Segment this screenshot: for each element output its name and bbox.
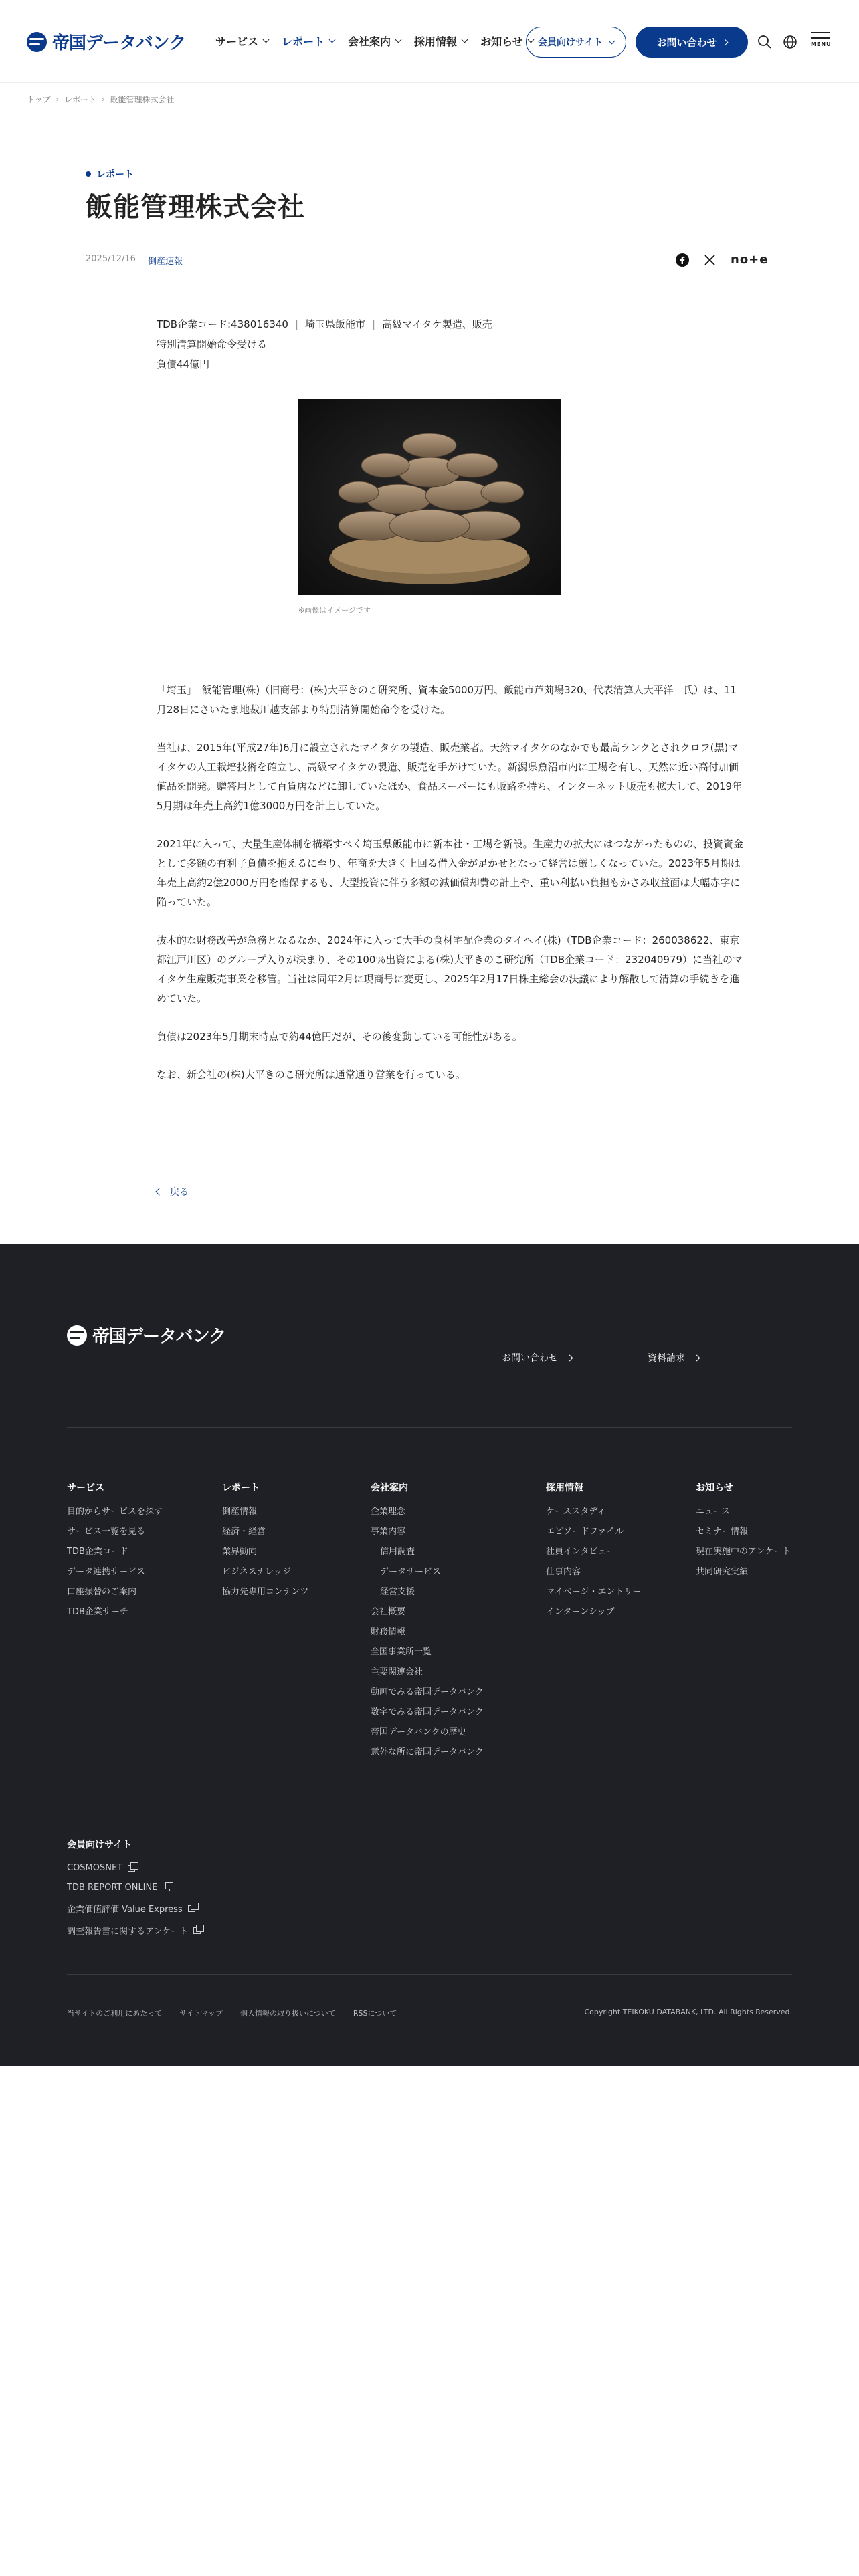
site-footer xyxy=(0,1244,859,2066)
copyright: Copyright TEIKOKU DATABANK, LTD. All Rights Reserved. xyxy=(584,2008,792,2016)
menu-line xyxy=(811,32,830,33)
breadcrumb-separator: › xyxy=(102,95,105,104)
article-category xyxy=(86,167,134,181)
nav-label: レポート xyxy=(282,35,325,48)
member-site-label: 企業価値評価 Value Express xyxy=(67,1905,183,1915)
x-icon[interactable] xyxy=(704,254,716,266)
footer-col-title: 会社案内 xyxy=(371,1483,408,1493)
footer-col-title: サービス xyxy=(67,1483,104,1493)
footer-link[interactable]: 帝国データバンクの歴史 xyxy=(371,1727,466,1737)
note-icon[interactable]: no+e xyxy=(731,253,769,267)
category-dot-icon xyxy=(86,171,91,177)
logo-mark-icon xyxy=(27,32,47,52)
footer-link[interactable]: 全国事業所一覧 xyxy=(371,1647,432,1657)
chevron-down-icon xyxy=(462,37,468,43)
footer-contact-label: お問い合わせ xyxy=(502,1353,558,1364)
footer-link[interactable]: 財務情報 xyxy=(371,1627,406,1637)
category-label: レポート xyxy=(96,169,134,180)
article-paragraph: 抜本的な財務改善が急務となるなか、2024年に入って大手の食材宅配企業のタイヘイ(株)（TDB企業コード：260038622、東京都江戸川区）のグループ入りが決まり、その100％出資による(株)大平きのこ研究所（TDB企業コード：232040979）に当社のマイタケ生産販売事業を移管。当社は同年2月に現商号に変更し、2025年2月17日株主総会の決議により解散して清算の手続きを進めていた。 xyxy=(157,934,743,1004)
footer-link[interactable]: TDB企業サーチ xyxy=(67,1607,128,1617)
search-icon[interactable] xyxy=(757,35,772,49)
footer-link[interactable]: 意外な所に帝国データバンク xyxy=(371,1747,484,1757)
arrow-right-icon xyxy=(694,1354,700,1361)
logo-mark-icon xyxy=(67,1325,87,1346)
main-nav xyxy=(215,33,533,49)
footer-bottom-link[interactable]: 当サイトのご利用にあたって xyxy=(67,2009,163,2018)
footer-link[interactable]: 仕事内容 xyxy=(546,1567,581,1577)
footer-link[interactable]: 協力先専用コンテンツ xyxy=(222,1587,309,1597)
member-site-label: 会員向けサイト xyxy=(537,37,603,48)
maitake-mushroom-image xyxy=(298,399,561,595)
summary-line-3: 負債44億円 xyxy=(157,358,210,370)
external-link-icon xyxy=(128,1865,135,1872)
footer-col-title: お知らせ xyxy=(696,1483,733,1493)
footer-bottom-link[interactable]: サイトマップ xyxy=(179,2009,223,2018)
article-body xyxy=(157,681,745,1103)
contact-button[interactable] xyxy=(636,27,748,58)
article-tag[interactable]: 倒産速報 xyxy=(147,257,183,267)
footer-link[interactable]: 動画でみる帝国データバンク xyxy=(371,1687,484,1697)
site-logo[interactable] xyxy=(27,29,185,54)
member-site-button[interactable] xyxy=(526,27,626,58)
back-link[interactable] xyxy=(157,1185,189,1198)
footer-col-services xyxy=(67,1481,163,1626)
nav-recruit[interactable] xyxy=(414,33,467,49)
nav-reports[interactable] xyxy=(282,33,335,49)
footer-col-company xyxy=(371,1481,484,1767)
chevron-down-icon xyxy=(609,37,615,44)
member-site-link[interactable] xyxy=(67,1883,201,1893)
footer-link[interactable]: セミナー情報 xyxy=(696,1527,749,1537)
external-link-icon xyxy=(163,1885,170,1891)
summary-location: 埼玉県飯能市 xyxy=(305,318,366,330)
footer-link[interactable]: 主要関連会社 xyxy=(371,1667,423,1677)
footer-link[interactable]: 共同研究実績 xyxy=(696,1567,749,1577)
summary-company-code: TDB企業コード:438016340 xyxy=(157,318,288,330)
member-site-label: 調査報告書に関するアンケート xyxy=(67,1927,189,1937)
footer-divider xyxy=(67,1427,792,1428)
arrow-right-icon xyxy=(567,1354,573,1361)
footer-link[interactable]: ニュース xyxy=(696,1507,731,1517)
menu-line xyxy=(811,37,830,39)
footer-link[interactable]: 社員インタビュー xyxy=(546,1547,615,1557)
breadcrumb-top[interactable]: トップ xyxy=(27,95,51,104)
footer-link[interactable]: サービス一覧を見る xyxy=(67,1527,146,1537)
article-meta xyxy=(86,254,183,267)
nav-services[interactable] xyxy=(215,33,268,49)
footer-member-sites xyxy=(67,1838,201,1946)
summary-separator: | xyxy=(372,318,376,330)
article-paragraph: なお、新会社の(株)大平きのこ研究所は通常通り営業を行っている。 xyxy=(157,1069,466,1081)
hamburger-icon[interactable] xyxy=(811,32,831,55)
back-label: 戻る xyxy=(170,1187,189,1198)
article-paragraph: 負債は2023年5月期末時点で約44億円だが、その後変動している可能性がある。 xyxy=(157,1031,522,1043)
arrow-left-icon xyxy=(155,1188,163,1195)
footer-sublink[interactable]: 信用調査 xyxy=(380,1547,415,1557)
footer-bottom-link[interactable]: RSSについて xyxy=(353,2009,397,2018)
footer-col-news xyxy=(696,1481,791,1586)
footer-link[interactable]: TDB企業コード xyxy=(67,1547,128,1557)
chevron-down-icon xyxy=(395,37,402,43)
image-caption: ※画像はイメージです xyxy=(298,606,371,615)
summary-separator: | xyxy=(294,318,299,330)
footer-col-recruit xyxy=(546,1481,641,1626)
footer-sublink[interactable]: 経営支援 xyxy=(380,1587,415,1597)
member-site-label: TDB REPORT ONLINE xyxy=(67,1883,158,1893)
footer-link[interactable]: 倒産情報 xyxy=(222,1507,258,1517)
footer-link[interactable]: 目的からサービスを探す xyxy=(67,1507,163,1517)
footer-bottom-links xyxy=(67,2008,397,2018)
footer-link[interactable]: 現在実施中のアンケート xyxy=(696,1547,791,1557)
member-site-link[interactable] xyxy=(67,1924,201,1937)
external-link-icon xyxy=(188,1905,195,1912)
footer-divider xyxy=(67,1974,792,1975)
footer-link[interactable]: ビジネスナレッジ xyxy=(222,1567,291,1577)
summary-line-2: 特別清算開始命令受ける xyxy=(157,338,268,350)
article-date: 2025/12/16 xyxy=(86,254,136,264)
member-site-label: COSMOSNET xyxy=(67,1863,123,1873)
contact-label: お問い合わせ xyxy=(656,36,717,49)
breadcrumb-current: 飯能管理株式会社 xyxy=(110,95,175,104)
article-paragraph: 当社は、2015年(平成27年)6月に設立されたマイタケの製造、販売業者。天然マイタケのなかでも最高ランクとされクロフ(黒)マイタケの人工栽培技術を確立し、高級マイタケの製造、販売を手がけていた。新潟県魚沼市内に工場を有し、天然に近い高付加価値品を開発。贈答用として百貨店などに卸していたほか、食品スーパーにも販路を持ち、インターネット販売も拡大して、2019年5月期は年売上高約1億3000万円を計上していた。 xyxy=(157,742,743,812)
nav-news[interactable] xyxy=(480,33,533,49)
site-header xyxy=(0,0,859,83)
article-paragraph: 2021年に入って、大量生産体制を構築すべく埼玉県飯能市に新本社・工場を新設。生産力の拡大にはつながったものの、投資資金として多額の有利子負債を抱えるに至り、年商を大きく上回る借入金が足かせとなって経営は厳しくなっていた。2023年5月期は年売上高約2億2000万円を確保するも、大型投資に伴う多額の減価償却費の計上や、重い利払い負担もかさみ収益面は大幅赤字に陥っていた。 xyxy=(157,838,743,908)
footer-col-title: レポート xyxy=(222,1483,260,1493)
member-site-link[interactable] xyxy=(67,1863,201,1873)
nav-label: 採用情報 xyxy=(414,35,458,48)
menu-label: MENU xyxy=(811,41,832,47)
footer-docs-link[interactable] xyxy=(648,1351,699,1364)
footer-sublink[interactable]: データサービス xyxy=(380,1567,442,1577)
nav-label: 会社案内 xyxy=(348,35,391,48)
footer-col-reports xyxy=(222,1481,308,1606)
logo-text: 帝国データバンク xyxy=(52,33,186,53)
footer-link[interactable]: 業界動向 xyxy=(222,1547,258,1557)
nav-label: お知らせ xyxy=(480,35,523,48)
nav-label: サービス xyxy=(215,35,259,48)
article-image xyxy=(298,399,561,595)
footer-bottom-link[interactable]: 個人情報の取り扱いについて xyxy=(240,2009,336,2018)
footer-link[interactable]: 事業内容 xyxy=(371,1527,406,1537)
nav-company[interactable] xyxy=(348,33,401,49)
member-site-link[interactable] xyxy=(67,1902,201,1915)
article-paragraph: 「埼玉」 飯能管理(株)（旧商号：(株)大平きのこ研究所、資本金5000万円、飯能市芦苅場320、代表清算人大平洋一氏）は、11月28日にさいたま地裁川越支部より特別清算開始命令を受けた。 xyxy=(157,684,737,716)
breadcrumb xyxy=(27,94,174,105)
footer-link[interactable]: 口座振替のご案内 xyxy=(67,1587,137,1597)
footer-link[interactable]: インターンシップ xyxy=(546,1607,615,1617)
facebook-icon[interactable] xyxy=(676,253,689,267)
summary-business: 高級マイタケ製造、販売 xyxy=(382,318,492,330)
summary-line-1 xyxy=(157,314,492,334)
footer-link[interactable]: データ連携サービス xyxy=(67,1567,146,1577)
footer-link[interactable]: ケーススタディ xyxy=(546,1507,606,1517)
share-buttons xyxy=(676,253,768,267)
footer-col-title: 採用情報 xyxy=(546,1483,583,1493)
breadcrumb-separator: › xyxy=(56,95,60,104)
footer-link[interactable]: 経済・経営 xyxy=(222,1527,266,1537)
footer-col-title: 会員向けサイト xyxy=(67,1840,132,1850)
article-summary xyxy=(157,314,492,374)
footer-contact-link[interactable] xyxy=(502,1351,572,1364)
footer-link[interactable]: 会社概要 xyxy=(371,1607,406,1617)
arrow-right-icon xyxy=(721,39,728,45)
footer-link[interactable]: マイページ・エントリー xyxy=(546,1587,642,1597)
chevron-down-icon xyxy=(263,37,270,43)
page-title: 飯能管理株式会社 xyxy=(86,192,305,223)
footer-logo-text: 帝国データバンク xyxy=(92,1327,226,1347)
footer-link[interactable]: エピソードファイル xyxy=(546,1527,624,1537)
footer-link[interactable]: 数字でみる帝国データバンク xyxy=(371,1707,484,1717)
external-link-icon xyxy=(193,1927,201,1934)
breadcrumb-reports[interactable]: レポート xyxy=(64,95,97,104)
footer-docs-label: 資料請求 xyxy=(648,1353,685,1364)
chevron-down-icon xyxy=(329,37,336,43)
globe-icon[interactable] xyxy=(783,35,797,49)
footer-link[interactable]: 企業理念 xyxy=(371,1507,406,1517)
footer-logo[interactable] xyxy=(67,1323,225,1348)
